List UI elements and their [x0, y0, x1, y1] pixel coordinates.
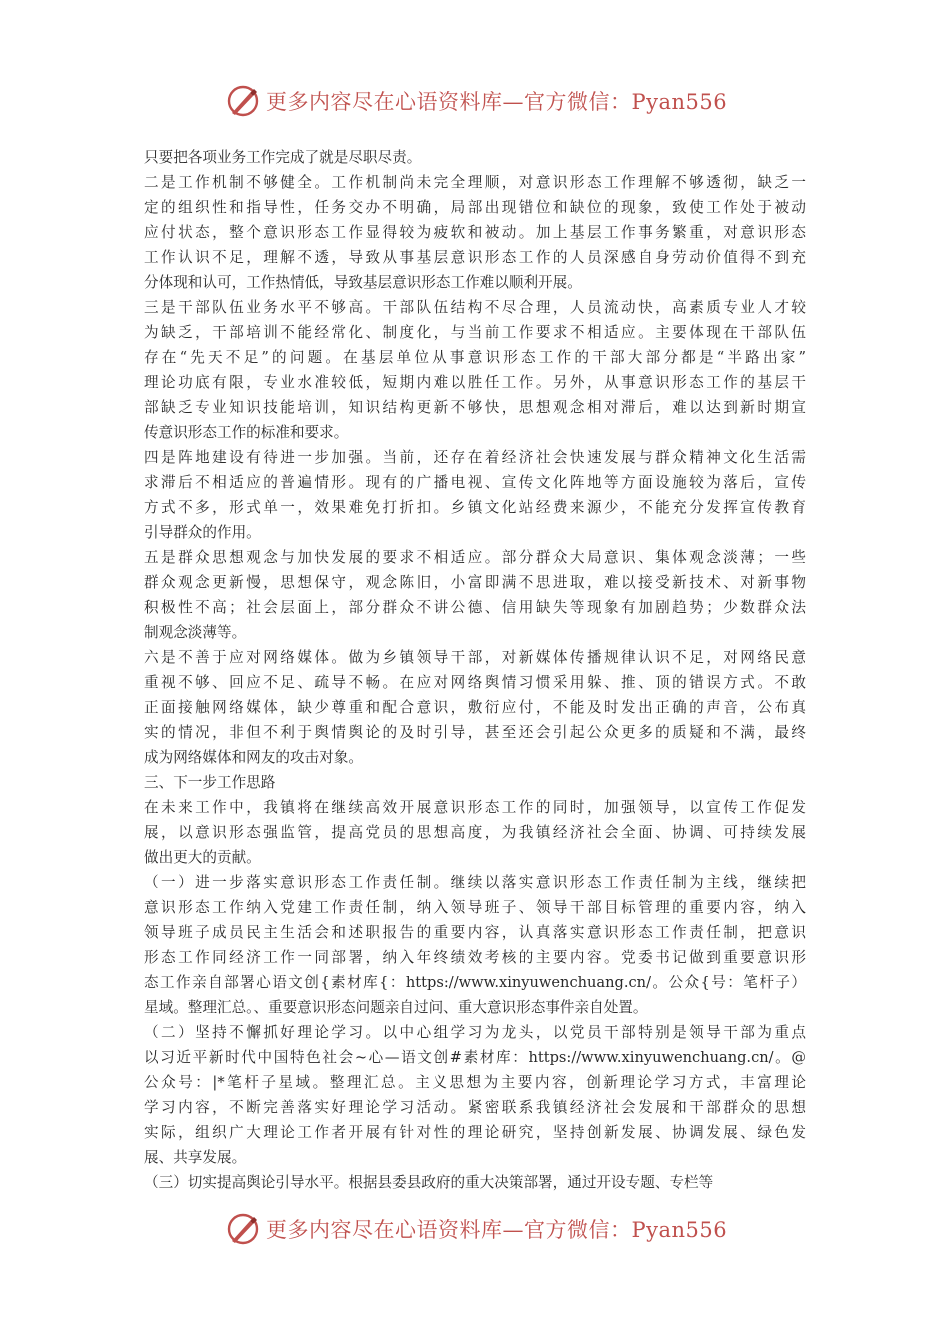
text-line: 五是群众思想观念与加快发展的要求不相适应。部分群众大局意识、集体观念淡薄；一些: [144, 549, 806, 566]
text-line: 求滞后不相适应的普遍情形。现有的广播电视、宣传文化阵地等方面设施较为落后，宣传: [144, 474, 806, 491]
text-line: （二）坚持不懈抓好理论学习。以中心组学习为龙头，以党员干部特别是领导干部为重点: [144, 1024, 806, 1041]
banner-text: 更多内容尽在心语资料库—官方微信：Pyan556: [266, 1218, 728, 1242]
text-line: 存在“先天不足”的问题。在基层单位从事意识形态工作的干部大部分都是“半路出家”: [144, 349, 806, 366]
text-line: 理论功底有限，专业水准较低，短期内难以胜任工作。另外，从事意识形态工作的基层干: [144, 374, 806, 391]
text-line: 形态工作同经济工作一同部署，纳入年终绩效考核的主要内容。党委书记做到重要意识形: [144, 949, 806, 966]
header-watermark-banner: [0, 80, 950, 124]
pen-circle-logo-icon: [226, 84, 260, 118]
text-line: 工作认识不足，理解不透，导致从事基层意识形态工作的人员深感自身劳动价值得不到充: [144, 249, 806, 266]
text-line: 二是工作机制不够健全。工作机制尚未完全理顺，对意识形态工作理解不够透彻，缺乏一: [144, 174, 806, 191]
text-line: 分体现和认可，工作热情低，导致基层意识形态工作难以顺利开展。: [144, 274, 582, 291]
text-line: 部缺乏专业知识技能培训，知识结构更新不够快，思想观念相对滞后，难以达到新时期宣: [144, 399, 806, 416]
text-line: 引导群众的作用。: [144, 524, 261, 541]
text-line: 三、下一步工作思路: [144, 774, 276, 791]
text-line: 传意识形态工作的标准和要求。: [144, 424, 349, 441]
text-line: 领导班子成员民主生活会和述职报告的重要内容，认真落实意识形态工作责任制，把意识: [144, 924, 806, 941]
text-line: 公众号：|*笔杆子星域。整理汇总。主义思想为主要内容，创新理论学习方式，丰富理论: [144, 1074, 806, 1091]
text-line: 成为网络媒体和网友的攻击对象。: [144, 749, 363, 766]
text-line: 四是阵地建设有待进一步加强。当前，还存在着经济社会快速发展与群众精神文化生活需: [144, 449, 806, 466]
text-line: 重视不够、回应不足、疏导不畅。在应对网络舆情习惯采用躲、推、顶的错误方式。不敢: [144, 674, 806, 691]
text-line: 为缺乏，干部培训不能经常化、制度化，与当前工作要求不相适应。主要体现在干部队伍: [144, 324, 806, 341]
text-line: 以习近平新时代中国特色社会~心—语文创#素材库：https://www.xinyuwenchuang.cn/。@: [144, 1049, 806, 1066]
text-line: 态工作亲自部署心语文创{素材库{：https://www.xinyuwenchuang.cn/。公众{号：笔杆子）: [144, 974, 806, 991]
text-line: 六是不善于应对网络媒体。做为乡镇领导干部，对新媒体传播规律认识不足，对网络民意: [144, 649, 806, 666]
text-line: 展、共享发展。: [144, 1149, 247, 1166]
document-body: [144, 145, 806, 1195]
text-line: 星域。整理汇总。、重要意识形态问题亲自过问、重大意识形态事件亲自处置。: [144, 999, 648, 1016]
text-line: 制观念淡薄等。: [144, 624, 247, 641]
text-line: 学习内容，不断完善落实好理论学习活动。紧密联系我镇经济社会发展和干部群众的思想: [144, 1099, 806, 1116]
text-line: 做出更大的贡献。: [144, 849, 261, 866]
text-line: 定的组织性和指导性，任务交办不明确，局部出现错位和缺位的现象，致使工作处于被动: [144, 199, 806, 216]
text-line: 意识形态工作纳入党建工作责任制，纳入领导班子、领导干部目标管理的重要内容，纳入: [144, 899, 806, 916]
text-line: （一）进一步落实意识形态工作责任制。继续以落实意识形态工作责任制为主线，继续把: [144, 874, 806, 891]
text-line: 只要把各项业务工作完成了就是尽职尽责。: [144, 149, 422, 166]
pen-circle-logo-icon: [226, 1212, 260, 1246]
text-line: 方式不多，形式单一，效果难免打折扣。乡镇文化站经费来源少，不能充分发挥宣传教育: [144, 499, 806, 516]
text-line: 群众观念更新慢，思想保守，观念陈旧，小富即满不思进取，难以接受新技术、对新事物: [144, 574, 806, 591]
text-line: 积极性不高；社会层面上，部分群众不讲公德、信用缺失等现象有加剧趋势；少数群众法: [144, 599, 806, 616]
text-line: 展，以意识形态强监管，提高党员的思想高度，为我镇经济社会全面、协调、可持续发展: [144, 824, 806, 841]
text-line: 实的情况，非但不利于舆情舆论的及时引导，甚至还会引起公众更多的质疑和不满，最终: [144, 724, 806, 741]
banner-text: 更多内容尽在心语资料库—官方微信：Pyan556: [266, 90, 728, 114]
text-line: 正面接触网络媒体，缺少尊重和配合意识，敷衍应付，不能及时发出正确的声音，公布真: [144, 699, 806, 716]
text-line: 应付状态，整个意识形态工作显得较为疲软和被动。加上基层工作事务繁重，对意识形态: [144, 224, 806, 241]
text-line: 实际，组织广大理论工作者开展有针对性的理论研究，坚持创新发展、协调发展、绿色发: [144, 1124, 806, 1141]
footer-watermark-banner: [0, 1208, 950, 1252]
text-line: 在未来工作中，我镇将在继续高效开展意识形态工作的同时，加强领导，以宣传工作促发: [144, 799, 806, 816]
text-line: （三）切实提高舆论引导水平。根据县委县政府的重大决策部署，通过开设专题、专栏等: [144, 1174, 714, 1191]
text-line: 三是干部队伍业务水平不够高。干部队伍结构不尽合理，人员流动快，高素质专业人才较: [144, 299, 806, 316]
